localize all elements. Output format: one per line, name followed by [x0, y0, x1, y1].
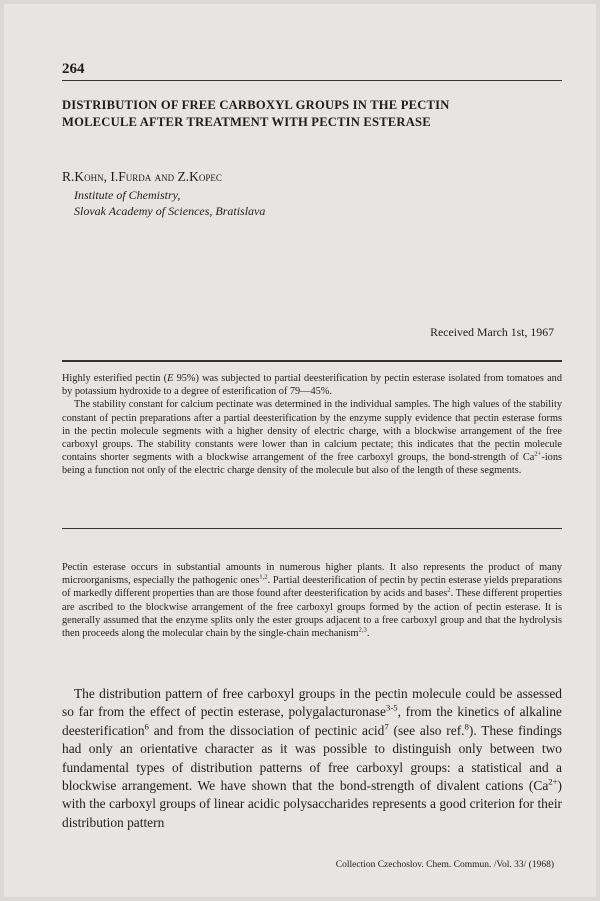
page-number: 264: [62, 61, 85, 77]
received-date: Received March 1st, 1967: [430, 325, 554, 339]
abstract-paragraph-1: Highly esterified pectin (E 95%) was subjected to partial deesterification by pectin esterase isolated from tomatoes and by potassium hydroxide to a degree of esterification of 79—45%.: [62, 373, 562, 398]
abstract: [62, 372, 562, 478]
abstract-paragraph-2: The stability constant for calcium pectinate was determined in the individual samples. The high values of the stability constant of pectin preparations after a partial deesterification by the enzyme supply evidence that pectin esterase forms in the pectin molecule segments with a higher density of electric charge, with a blockwise arrangement of the free carboxyl groups. The stability constants were lower than in calcium pectate; this indicates that the pectin molecule contains shorter segments with a blockwise arrangement of the free carboxyl groups, the bond-strength of $Ca^{2+}$-ions being a function not only of the electric charge density of the molecule but also of the length of these segments.: [62, 399, 562, 477]
authors: R.Kohn, I.Furda and Z.Kopec: [62, 169, 222, 184]
affiliation-line-2: Slovak Academy of Sciences, Bratislava: [74, 204, 266, 218]
abstract-bottom-rule: [62, 528, 562, 529]
journal-citation-footer: Collection Czechoslov. Chem. Commun. /Vol. 33/ (1968): [335, 860, 554, 870]
affiliation-line-1: Institute of Chemistry,: [74, 188, 181, 202]
journal-page: [4, 4, 596, 897]
intro-paragraph: Pectin esterase occurs in substantial amounts in numerous higher plants. It also represents the product of many microorganisms, especially the pathogenic ones$^{1,2}$. Partial deesterification of pectin by pectin esterase yields preparations of markedly different properties than are those found after deesterification by acids and bases$^2$. These different properties are ascribed to the blockwise arrangement of the free carboxyl groups formed by the action of pectin esterase. It is generally assumed that the enzyme splits only the ester groups adjacent to a free carboxyl group and that the hydrolysis then proceeds along the molecular chain by the single-chain mechanism$^{2,3}$.: [62, 562, 562, 640]
body-paragraph: The distribution pattern of free carboxyl groups in the pectin molecule could be assessed so far from the effect of pectin esterase, polygalacturonase$^{3-5}$, from the kinetics of alkaline deesterification$^6$ and from the dissociation of pectinic acid$^7$ (see also ref.$^8$). These findings had only an orientative character as it was possible to distinguish only between two fundamental types of distribution patterns of free carboxyl groups: a statistical and a blockwise arrangement. We have shown that the bond-strength of divalent cations $(Ca^{2+})$ with the carboxyl groups of linear acidic polysaccharides represents a good criterion for their distribution pattern: [62, 686, 562, 830]
article-title: DISTRIBUTION OF FREE CARBOXYL GROUPS IN THE PECTIN MOLECULE AFTER TREATMENT WITH PECTIN ESTERASE: [62, 98, 450, 129]
header-rule: [62, 80, 562, 81]
abstract-top-rule: [62, 360, 562, 362]
introduction: [62, 561, 562, 640]
